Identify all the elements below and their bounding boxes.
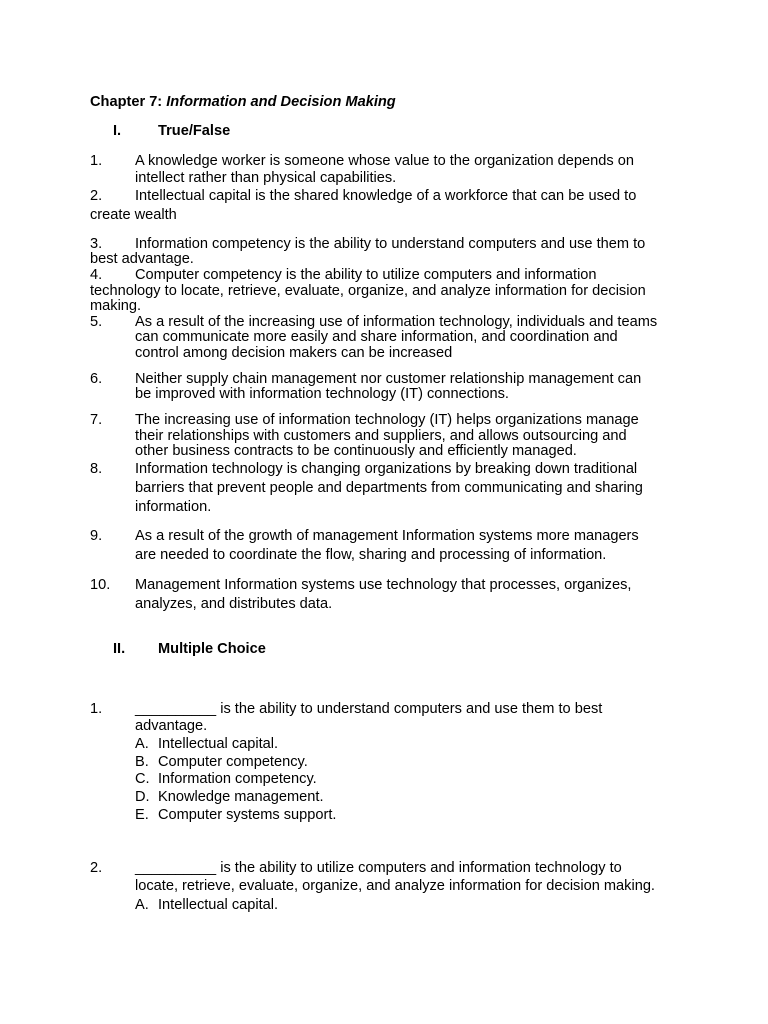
tf-item-7-line-3: other business contracts to be continuously and efficiently managed. (135, 443, 577, 459)
tf-item-1-line-2: intellect rather than physical capabilities. (135, 170, 397, 186)
section1-numeral: I. (113, 123, 122, 139)
mc-question-1-option-a-letter: A. (135, 736, 149, 752)
tf-item-5-line-1: As a result of the increasing use of information technology, individuals and teams (135, 314, 658, 330)
mc-question-1-option-c-letter: C. (135, 771, 150, 787)
tf-item-2-line-1: Intellectual capital is the shared knowledge of a workforce that can be used to (135, 188, 637, 204)
mc-question-1-option-b-text: Computer competency. (158, 754, 308, 770)
tf-item-9-line-1: As a result of the growth of management Information systems more managers (135, 528, 639, 544)
tf-item-9-line-2: are needed to coordinate the flow, sharing and processing of information. (135, 547, 607, 563)
tf-item-8-line-2: barriers that prevent people and departments from communicating and sharing (135, 480, 643, 496)
mc-question-2-option-a-letter: A. (135, 897, 149, 913)
section2-title: Multiple Choice (158, 641, 266, 657)
mc-question-1-option-b-letter: B. (135, 754, 149, 770)
mc-question-1-option-e-text: Computer systems support. (158, 807, 337, 823)
tf-item-5-line-3: control among decision makers can be increased (135, 345, 453, 361)
mc-question-2-option-a-text: Intellectual capital. (158, 897, 279, 913)
mc-question-1-option-a-text: Intellectual capital. (158, 736, 279, 752)
tf-item-4-line-2: technology to locate, retrieve, evaluate, organize, and analyze information for decision (90, 283, 646, 299)
tf-item-4-number: 4. (90, 267, 103, 283)
mc-question-1-line-2: advantage. (135, 718, 208, 734)
mc-question-2-number: 2. (90, 860, 103, 876)
tf-item-6-number: 6. (90, 371, 103, 387)
mc-question-1-line-1: __________ is the ability to understand computers and use them to best (135, 701, 603, 717)
tf-item-8-line-3: information. (135, 499, 212, 515)
tf-item-8-line-1: Information technology is changing organizations by breaking down traditional (135, 461, 638, 477)
tf-item-7-line-2: their relationships with customers and suppliers, and allows outsourcing and (135, 428, 627, 444)
mc-question-1-number: 1. (90, 701, 103, 717)
mc-question-1-option-d-text: Knowledge management. (158, 789, 324, 805)
section2-numeral: II. (113, 641, 126, 657)
tf-item-5-number: 5. (90, 314, 103, 330)
tf-item-1-number: 1. (90, 153, 103, 169)
chapter-label: Chapter 7: (90, 94, 163, 110)
mc-question-2-line-1: __________ is the ability to utilize computers and information technology to (135, 860, 622, 876)
mc-question-1-option-c-text: Information competency. (158, 771, 317, 787)
tf-item-7-number: 7. (90, 412, 103, 428)
mc-question-2-line-2: locate, retrieve, evaluate, organize, and analyze information for decision making. (135, 878, 655, 894)
tf-item-2-number: 2. (90, 188, 103, 204)
tf-item-8-number: 8. (90, 461, 103, 477)
tf-item-3-number: 3. (90, 236, 103, 252)
chapter-heading (90, 94, 396, 110)
section1-title: True/False (158, 123, 231, 139)
tf-item-5-line-2: can communicate more easily and share information, and coordination and (135, 329, 618, 345)
tf-item-9-number: 9. (90, 528, 103, 544)
tf-item-10-number: 10. (90, 577, 111, 593)
tf-item-4-line-1: Computer competency is the ability to utilize computers and information (135, 267, 597, 283)
tf-item-4-line-3: making. (90, 298, 142, 314)
tf-item-2-line-2: create wealth (90, 207, 177, 223)
tf-item-1-line-1: A knowledge worker is someone whose value to the organization depends on (135, 153, 634, 169)
chapter-title: Information and Decision Making (166, 94, 396, 110)
mc-question-1-option-e-letter: E. (135, 807, 149, 823)
tf-item-10-line-2: analyzes, and distributes data. (135, 596, 333, 612)
tf-item-7-line-1: The increasing use of information technology (IT) helps organizations manage (135, 412, 639, 428)
tf-item-3-line-1: Information competency is the ability to understand computers and use them to (135, 236, 646, 252)
tf-item-6-line-1: Neither supply chain management nor customer relationship management can (135, 371, 642, 387)
tf-item-6-line-2: be improved with information technology (IT) connections. (135, 386, 509, 402)
tf-item-10-line-1: Management Information systems use technology that processes, organizes, (135, 577, 632, 593)
tf-item-3-line-2: best advantage. (90, 251, 194, 267)
mc-question-1-option-d-letter: D. (135, 789, 150, 805)
